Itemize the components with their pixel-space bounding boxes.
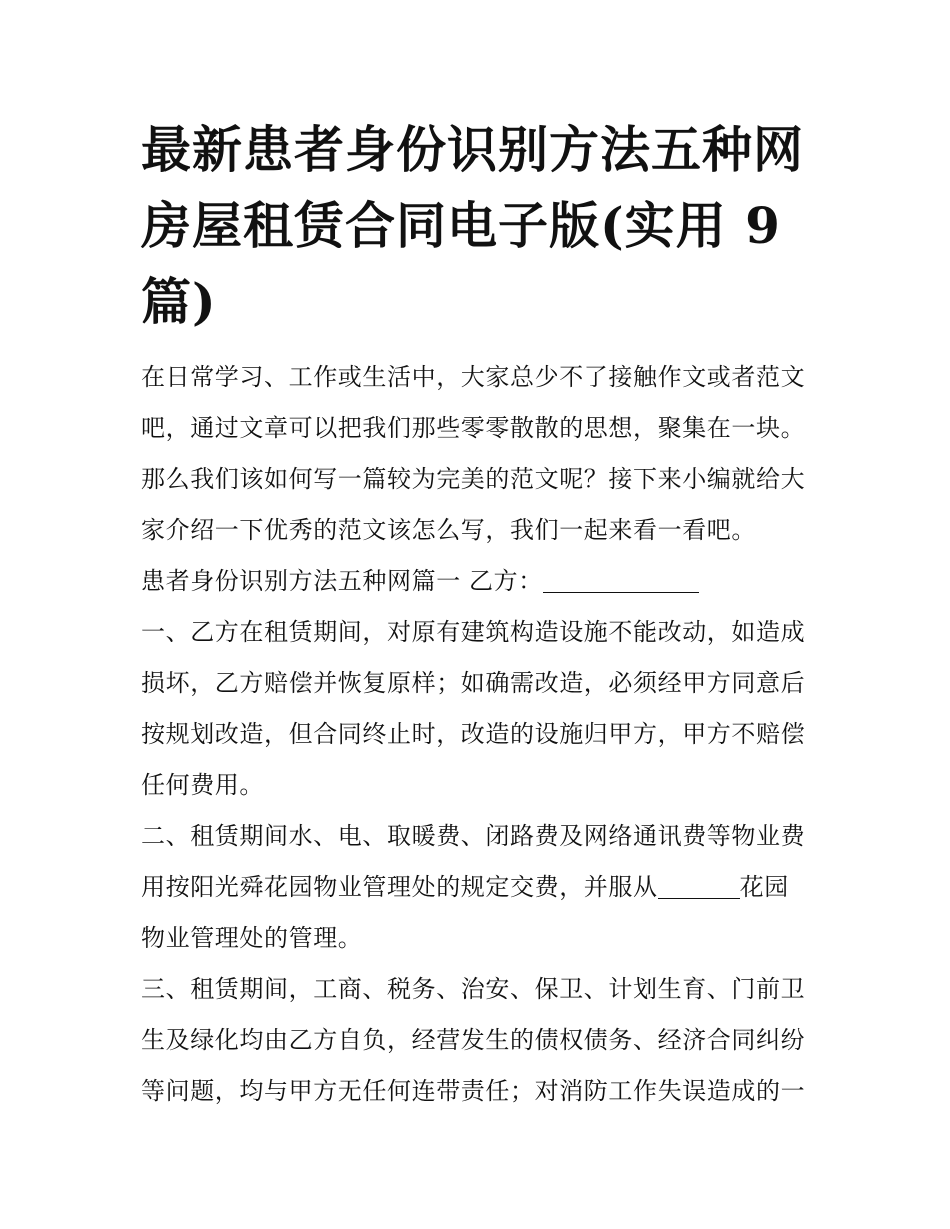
title-line: 篇) [141, 272, 217, 331]
clause-2-line: 二、租赁期间水、电、取暖费、闭路费及网络通讯费等物业费 [141, 822, 806, 850]
clause-1-line: 一、乙方在租赁期间，对原有建筑构造设施不能改动，如造成 [141, 618, 806, 646]
clause-2-text-before-blank: 用按阳光舜花园物业管理处的规定交费，并服从 [141, 873, 658, 901]
clause-2-line: 物业管理处的管理。 [141, 924, 363, 952]
intro-line: 家介绍一下优秀的范文该怎么写，我们一起来看一看吧。 [141, 516, 756, 544]
document-body [141, 352, 821, 1117]
clause-2-text-after-blank: 花园 [739, 873, 789, 901]
clause-3-line: 生及绿化均由乙方自负，经营发生的债权债务、经济合同纠纷 [141, 1026, 806, 1054]
clause-2-line [141, 862, 821, 913]
intro-line: 那么我们该如何写一篇较为完美的范文呢？接下来小编就给大 [141, 465, 806, 493]
clause-3-line: 三、租赁期间，工商、税务、治安、保卫、计划生育、门前卫 [141, 975, 806, 1003]
section-heading: 患者身份识别方法五种网篇一 乙方： [141, 567, 543, 595]
clause-3-line: 等问题，均与甲方无任何连带责任；对消防工作失误造成的一 [141, 1077, 806, 1105]
intro-line: 吧，通过文章可以把我们那些零零散散的思想，聚集在一块。 [141, 414, 806, 442]
title-line: 房屋租赁合同电子版(实用 9 [141, 196, 781, 255]
party-b-blank [543, 568, 699, 593]
clause-1-line: 按规划改造，但合同终止时，改造的设施归甲方，甲方不赔偿 [141, 720, 806, 748]
section-heading-line [141, 556, 821, 607]
title-line: 最新患者身份识别方法五种网 [141, 120, 804, 179]
intro-line: 在日常学习、工作或生活中，大家总少不了接触作文或者范文 [141, 363, 806, 391]
document-page [141, 112, 821, 1117]
document-title [141, 112, 821, 340]
garden-name-blank [658, 874, 740, 899]
clause-1-line: 任何费用。 [141, 771, 264, 799]
clause-1-line: 损坏，乙方赔偿并恢复原样；如确需改造，必须经甲方同意后 [141, 669, 806, 697]
